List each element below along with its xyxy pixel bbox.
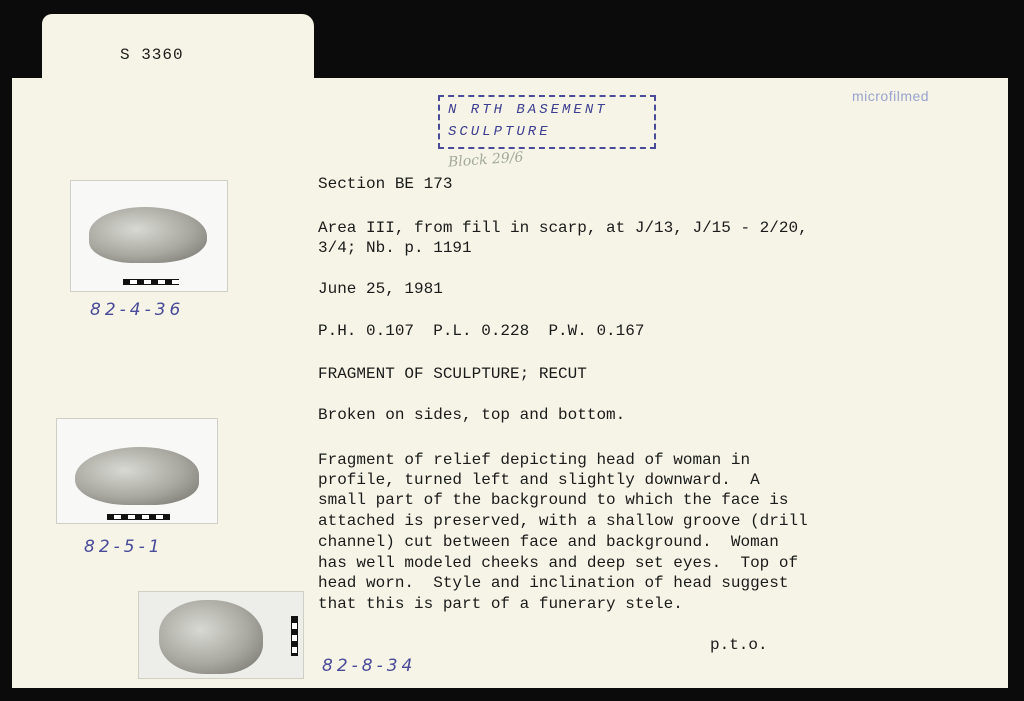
- dimensions-line: P.H. 0.107 P.L. 0.228 P.W. 0.167: [318, 322, 645, 340]
- description-line: channel) cut between face and background. Woman: [318, 533, 779, 551]
- area-line-1: Area III, from fill in scarp, at J/13, J/15 - 2/20,: [318, 219, 808, 237]
- scale-bar: [123, 279, 179, 285]
- photo-3: [138, 591, 304, 679]
- stamp-line-1: N RTH BASEMENT: [448, 102, 608, 118]
- card-edge: [12, 58, 42, 78]
- scale-bar: [107, 514, 170, 520]
- catalog-number: S 3360: [120, 46, 184, 64]
- section-line: Section BE 173: [318, 175, 453, 193]
- photo-label: 82-5-1: [84, 537, 164, 557]
- description-line: has well modeled cheeks and deep set eyes. Top of: [318, 554, 799, 572]
- description-line: that this is part of a funerary stele.: [318, 595, 683, 613]
- description-line: small part of the background to which the face is: [318, 491, 789, 509]
- microfilmed-stamp: microfilmed: [852, 88, 930, 104]
- scale-bar: [291, 616, 298, 656]
- fragment-image: [159, 600, 263, 674]
- pto-note: p.t.o.: [710, 636, 768, 654]
- block-note: Block 29/6: [447, 149, 524, 171]
- description-line: attached is preserved, with a shallow groove (drill: [318, 512, 808, 530]
- fragment-image: [89, 207, 207, 263]
- card-edge-right: [314, 14, 344, 78]
- object-title: FRAGMENT OF SCULPTURE; RECUT: [318, 365, 587, 383]
- date-line: June 25, 1981: [318, 280, 443, 298]
- fragment-image: [75, 447, 199, 505]
- stamp-line-2: SCULPTURE: [448, 124, 551, 140]
- photo-1: [70, 180, 228, 292]
- description-line: Fragment of relief depicting head of woman in: [318, 451, 751, 469]
- condition-line: Broken on sides, top and bottom.: [318, 406, 626, 424]
- photo-label: 82-4-36: [90, 300, 185, 320]
- photo-label: 82-8-34: [322, 656, 417, 676]
- location-stamp: [438, 95, 656, 149]
- photo-2: [56, 418, 218, 524]
- description-line: profile, turned left and slightly downward. A: [318, 471, 760, 489]
- description-line: head worn. Style and inclination of head suggest: [318, 574, 789, 592]
- area-line-2: 3/4; Nb. p. 1191: [318, 239, 472, 257]
